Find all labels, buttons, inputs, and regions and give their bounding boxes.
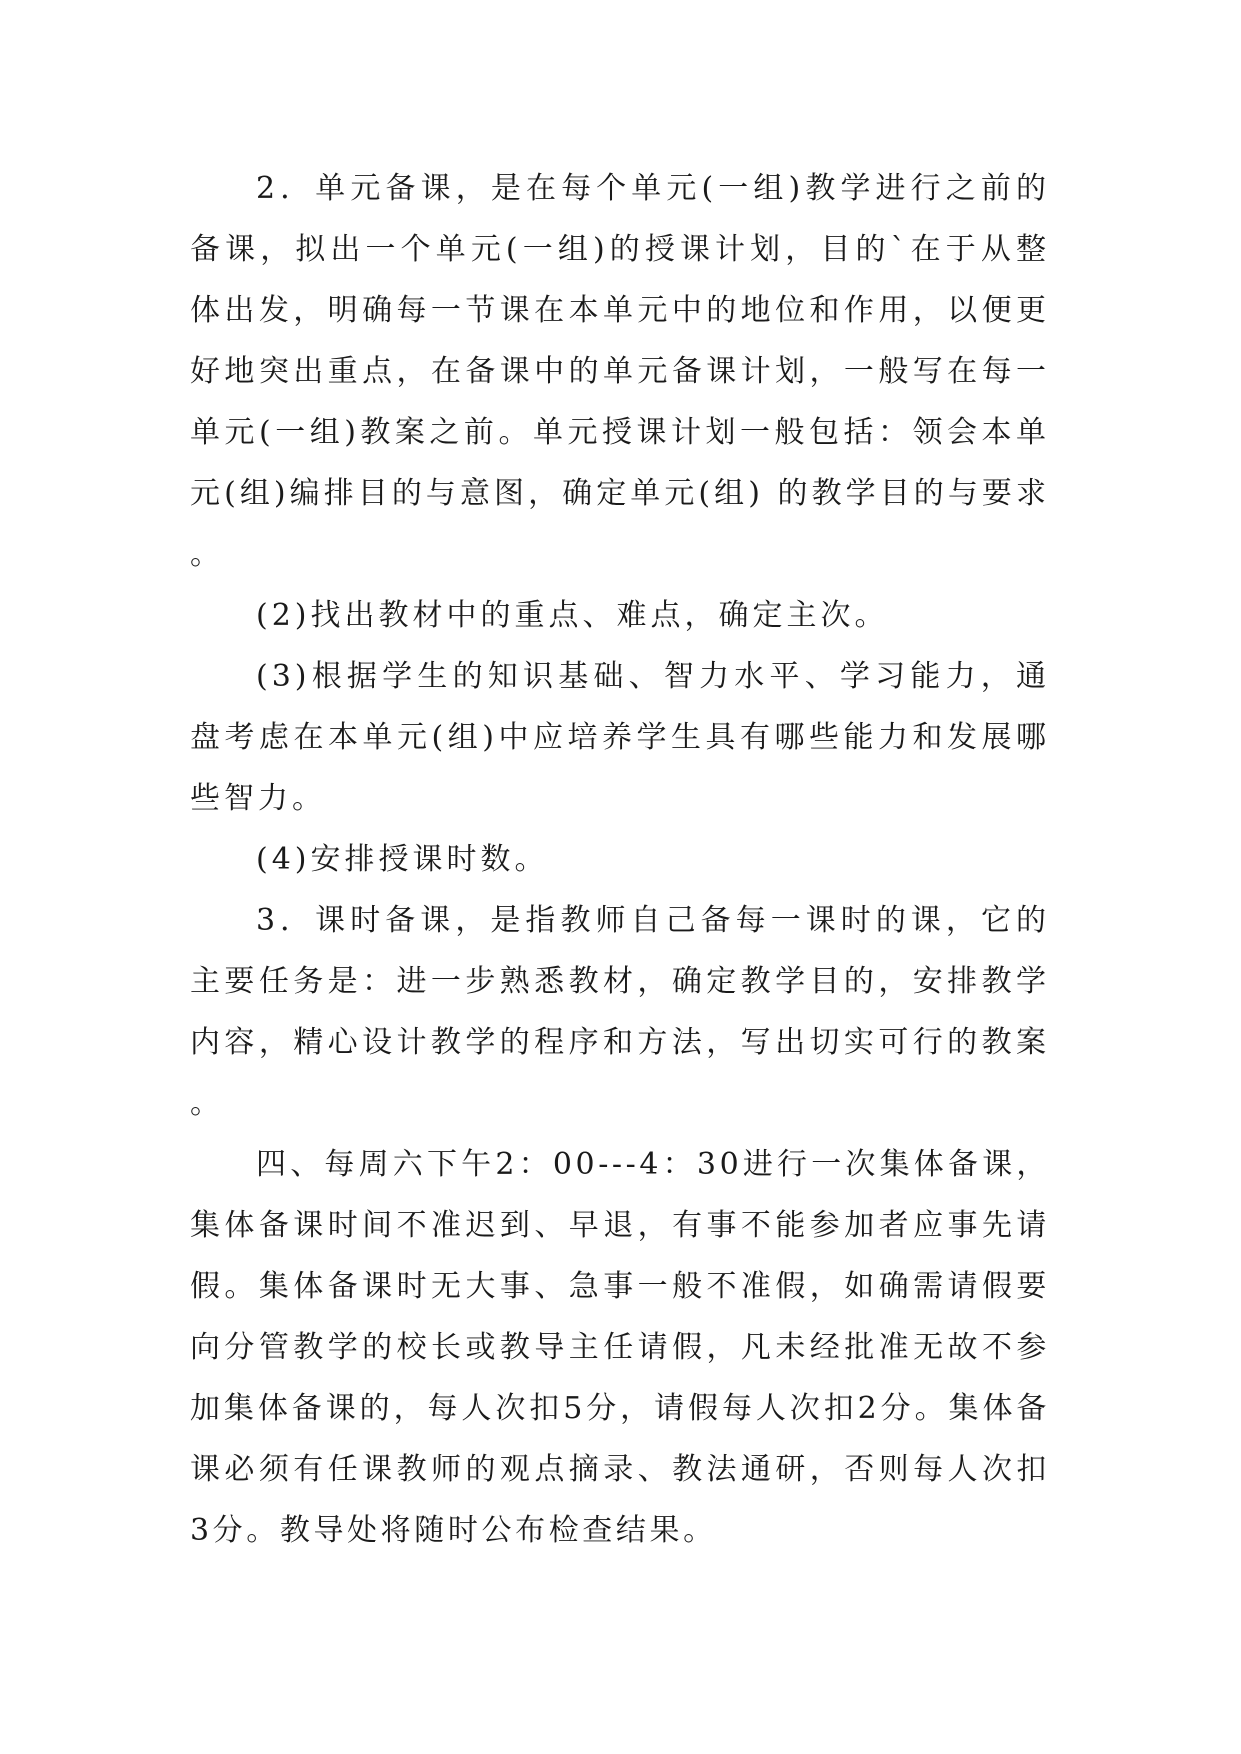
- paragraph-item-2: (2)找出教材中的重点、难点，确定主次。: [256, 598, 889, 633]
- document-body: [190, 158, 1050, 1561]
- paragraph-item-4: (4)安排授课时数。: [256, 842, 549, 877]
- paragraph-unit-lesson-prep: 2．单元备课，是在每个单元(一组)教学进行之前的备课，拟出一个单元(一组)的授课计划，目的`在于从整体出发，明确每一节课在本单元中的地位和作用，以便更好地突出重点，在备课中的单元备课计划，一般写在每一单元(一组)教案之前。单元授课计划一般包括：领会本单元(组)编排目的与意图，确定单元(组) 的教学目的与要求。: [190, 171, 1050, 572]
- paragraph-item-3: (3)根据学生的知识基础、智力水平、学习能力，通盘考虑在本单元(组)中应培养学生具有哪些能力和发展哪些智力。: [190, 659, 1050, 816]
- paragraph-collective-prep: 四、每周六下午2：00---4：30进行一次集体备课，集体备课时间不准迟到、早退，有事不能参加者应事先请假。集体备课时无大事、急事一般不准假，如确需请假要向分管教学的校长或教导主任请假，凡未经批准无故不参加集体备课的，每人次扣5分，请假每人次扣2分。集体备课必须有任课教师的观点摘录、教法通研，否则每人次扣3分。教导处将随时公布检查结果。: [190, 1147, 1050, 1548]
- paragraph-class-hour-prep: 3．课时备课，是指教师自己备每一课时的课，它的主要任务是：进一步熟悉教材，确定教学目的，安排教学内容，精心设计教学的程序和方法，写出切实可行的教案。: [190, 903, 1050, 1121]
